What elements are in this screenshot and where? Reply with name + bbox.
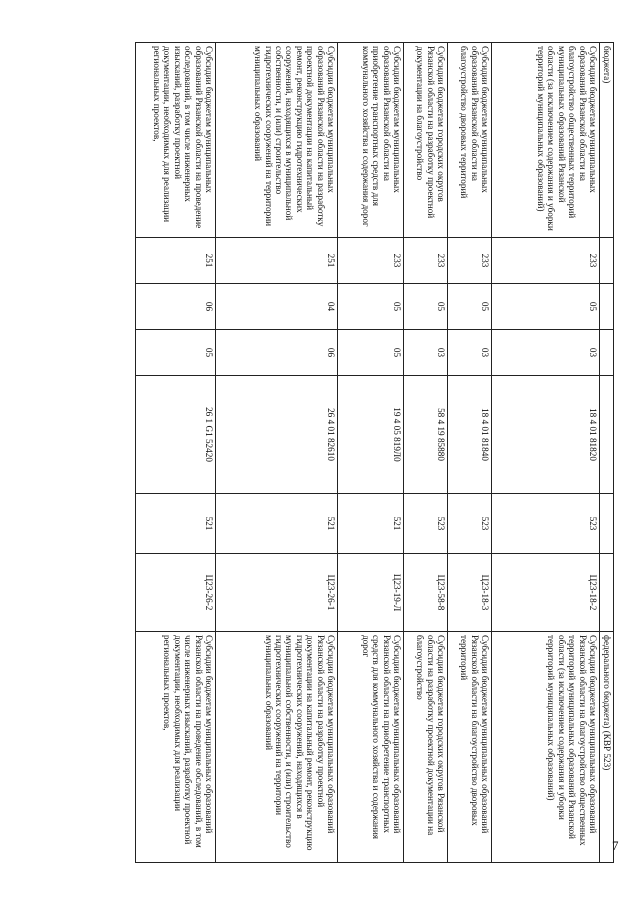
subsidy-name-cell: Субсидии бюджетам муниципальных образований Рязанской области на приобретение транспортных средств для коммунального хозяйства и содержания дорог (338, 43, 404, 238)
grbs-cell: 251 (136, 238, 216, 284)
target-article-cell (600, 376, 614, 494)
purpose-name-cell: Субсидии бюджетам городских округов Рязанской области на разработку проектной документации на благоустройство (404, 632, 448, 863)
expense-type-cell: 523 (492, 494, 600, 554)
grbs-cell: 233 (492, 238, 600, 284)
expense-type-cell: 523 (404, 494, 448, 554)
grbs-cell: 233 (404, 238, 448, 284)
grbs-cell (600, 238, 614, 284)
table-row (492, 43, 600, 863)
expense-type-cell: 521 (216, 494, 338, 554)
page-number: 7 (612, 838, 619, 853)
purpose-code-cell: Ц23-18-2 (492, 554, 600, 632)
target-article-cell: 26 1 G1 52420 (136, 376, 216, 494)
grbs-cell: 233 (448, 238, 492, 284)
purpose-code-cell: Ц23-58-8 (404, 554, 448, 632)
expense-type-cell: 521 (338, 494, 404, 554)
subsidy-name-cell: Субсидии бюджетам муниципальных образований Рязанской области на разработку проектной документации на капитальный ремонт, реконструкцию гидротехнических сооружений, находящихся в муниципальной собственности, и (или) строительство гидротехнических сооружений на территории муниципальных образований (216, 43, 338, 238)
purpose-name-cell: Субсидии бюджетам муниципальных образований Рязанской области на благоустройство дворовых территорий (448, 632, 492, 863)
expense-type-cell (600, 494, 614, 554)
section-cell: 06 (136, 284, 216, 330)
subsidy-name-cell: бюджета) (600, 43, 614, 238)
subsection-cell: 05 (338, 330, 404, 376)
subsection-cell: 03 (492, 330, 600, 376)
subsidy-name-cell: Субсидии бюджетам муниципальных образований Рязанской области на проведение обследований, в том числе инженерных изысканий, разработку проектной документации, необходимых для реализации региональных проектов, (136, 43, 216, 238)
target-article-cell: 18 4 01 81820 (492, 376, 600, 494)
subsidy-name-cell: Субсидии бюджетам городских округов Рязанской области на разработку проектной документации на благоустройство (404, 43, 448, 238)
section-cell: 04 (216, 284, 338, 330)
section-cell (600, 284, 614, 330)
subsection-cell: 05 (136, 330, 216, 376)
target-article-cell: 26 4 01 82610 (216, 376, 338, 494)
table-row (216, 43, 338, 863)
purpose-name-cell: Субсидии бюджетам муниципальных образований Рязанской области на разработку проектной документации на капитальный ремонт, реконструкцию гидротехнических сооружений, находящихся в муниципальной собственности, и (или) строительство гидротехнических сооружений на территории муниципальных образований (216, 632, 338, 863)
section-cell: 05 (404, 284, 448, 330)
target-article-cell: 18 4 01 81840 (448, 376, 492, 494)
purpose-code-cell: Ц23-26-2 (136, 554, 216, 632)
purpose-name-cell: федерального бюджета) (КВР 523) (600, 632, 614, 863)
table-row (404, 43, 448, 863)
purpose-code-cell: Ц23-26-1 (216, 554, 338, 632)
purpose-name-cell: Субсидии бюджетам муниципальных образований Рязанской области на приобретение транспортных средств для коммунального хозяйства и содержания дорог (338, 632, 404, 863)
subsection-cell: 03 (448, 330, 492, 376)
purpose-code-cell: Ц23-18-3 (448, 554, 492, 632)
subsection-cell (600, 330, 614, 376)
purpose-code-cell: Ц23-19-Л (338, 554, 404, 632)
subsidy-name-cell: Субсидии бюджетам муниципальных образований Рязанской области на благоустройство общественных территорий муниципальных образований Рязанской области (за исключением содержания и уборки территорий муниципальных образований) (492, 43, 600, 238)
purpose-name-cell: Субсидии бюджетам муниципальных образований Рязанской области на проведение обследований, в том числе инженерных изысканий, разработку проектной документации, необходимых для реализации региональных проектов, (136, 632, 216, 863)
expense-type-cell: 521 (136, 494, 216, 554)
section-cell: 05 (492, 284, 600, 330)
expense-type-cell: 523 (448, 494, 492, 554)
subsection-cell: 03 (404, 330, 448, 376)
purpose-code-cell (600, 554, 614, 632)
section-cell: 05 (448, 284, 492, 330)
subsidy-name-cell: Субсидии бюджетам муниципальных образований Рязанской области на благоустройство дворовых территорий (448, 43, 492, 238)
table-row (448, 43, 492, 863)
grbs-cell: 233 (338, 238, 404, 284)
table-row (600, 43, 614, 863)
grbs-cell: 251 (216, 238, 338, 284)
table-row (338, 43, 404, 863)
purpose-name-cell: Субсидии бюджетам муниципальных образований Рязанской области на благоустройство общественных территорий муниципальных образований Рязанской области (за исключением содержания и уборки территорий муниципальных образований) (492, 632, 600, 863)
section-cell: 05 (338, 284, 404, 330)
table-body (136, 43, 614, 863)
budget-classification-table (135, 42, 614, 863)
subsection-cell: 06 (216, 330, 338, 376)
target-article-cell: 19 4 05 819Л0 (338, 376, 404, 494)
table-row (136, 43, 216, 863)
target-article-cell: 58 4 19 85880 (404, 376, 448, 494)
